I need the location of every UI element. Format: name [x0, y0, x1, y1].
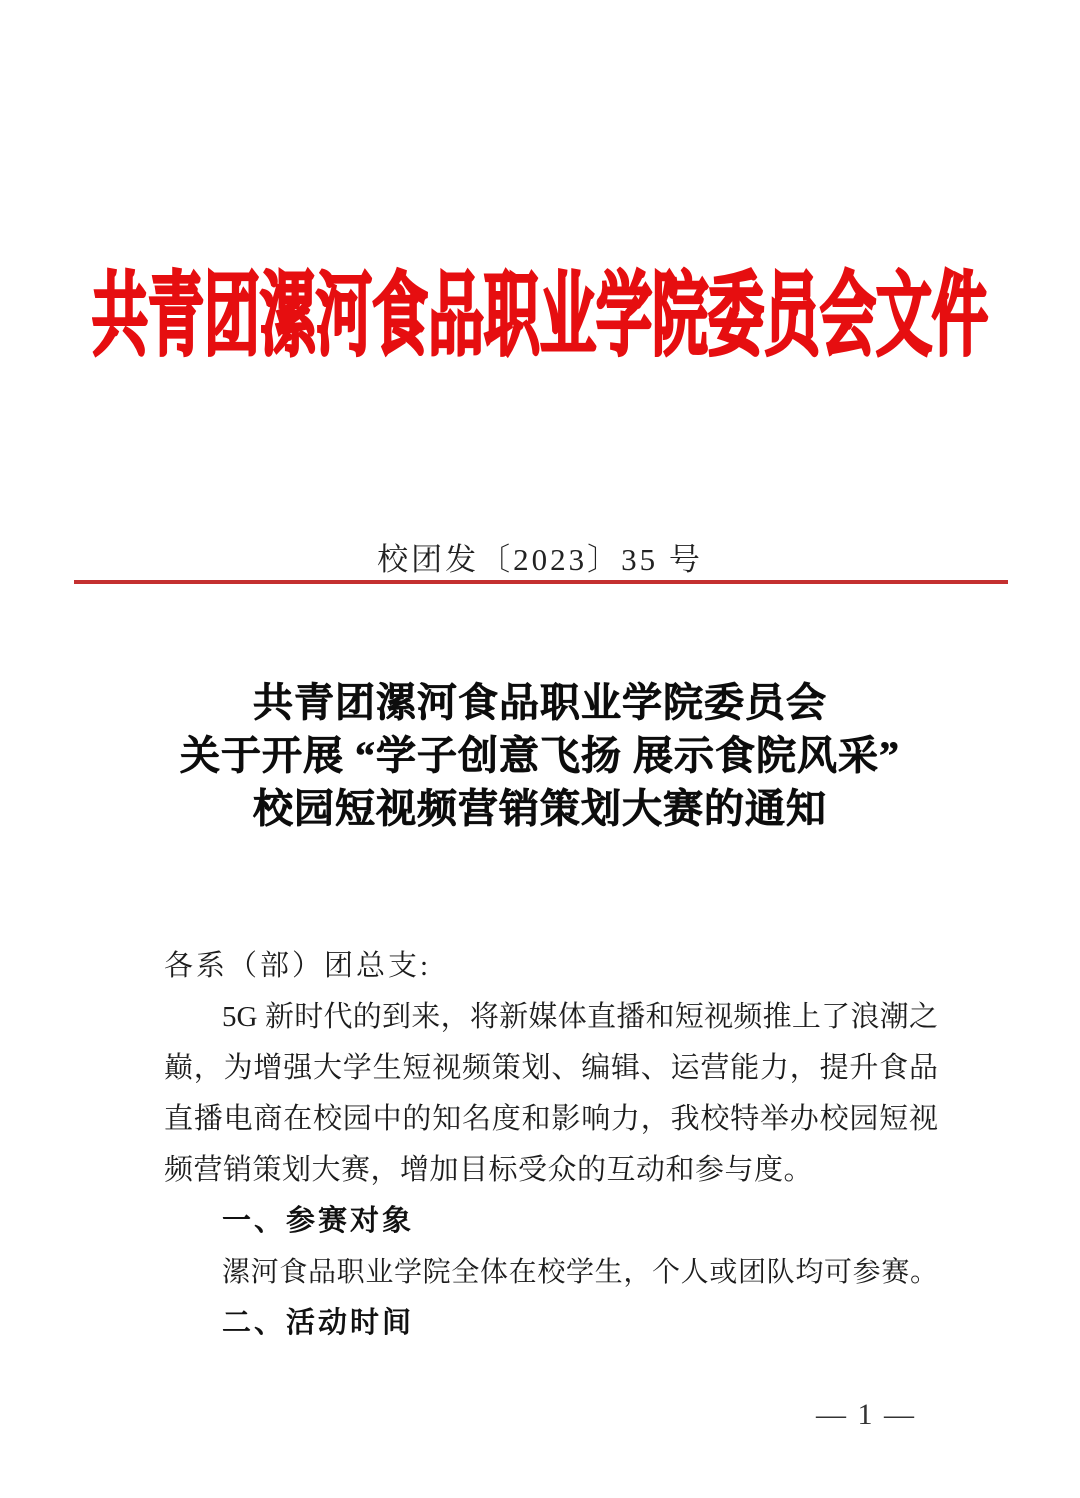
red-header-title: 共青团漯河食品职业学院委员会文件: [92, 266, 988, 368]
section-heading-schedule: 二、活动时间: [222, 1307, 415, 1339]
page-number: — 1 —: [816, 1398, 916, 1431]
body-line: 频营销策划大赛，增加目标受众的互动和参与度。: [164, 1154, 814, 1186]
body-line: 巅，为增强大学生短视频策划、编辑、运营能力，提升食品: [164, 1052, 938, 1084]
notice-body: [164, 941, 938, 1349]
red-header-banner: [0, 256, 1080, 368]
body-line-salutation: 各系（部）团总支:: [164, 950, 432, 982]
body-line: 5G 新时代的到来，将新媒体直播和短视频推上了浪潮之: [222, 1001, 938, 1033]
section-heading-participants: 一、参赛对象: [222, 1205, 415, 1237]
red-divider-line: [74, 580, 1008, 584]
doc-number: 校团发〔2023〕35 号: [377, 542, 703, 577]
body-line: 漯河食品职业学院全体在校学生，个人或团队均可参赛。: [222, 1257, 938, 1288]
notice-title-line: 校园短视频营销策划大赛的通知: [253, 786, 827, 831]
notice-title: [0, 676, 1080, 835]
notice-title-line: 共青团漯河食品职业学院委员会: [253, 680, 827, 725]
notice-title-line: 关于开展 “学子创意飞扬 展示食院风采”: [180, 733, 900, 778]
body-line: 直播电商在校园中的知名度和影响力，我校特举办校园短视: [164, 1103, 938, 1135]
